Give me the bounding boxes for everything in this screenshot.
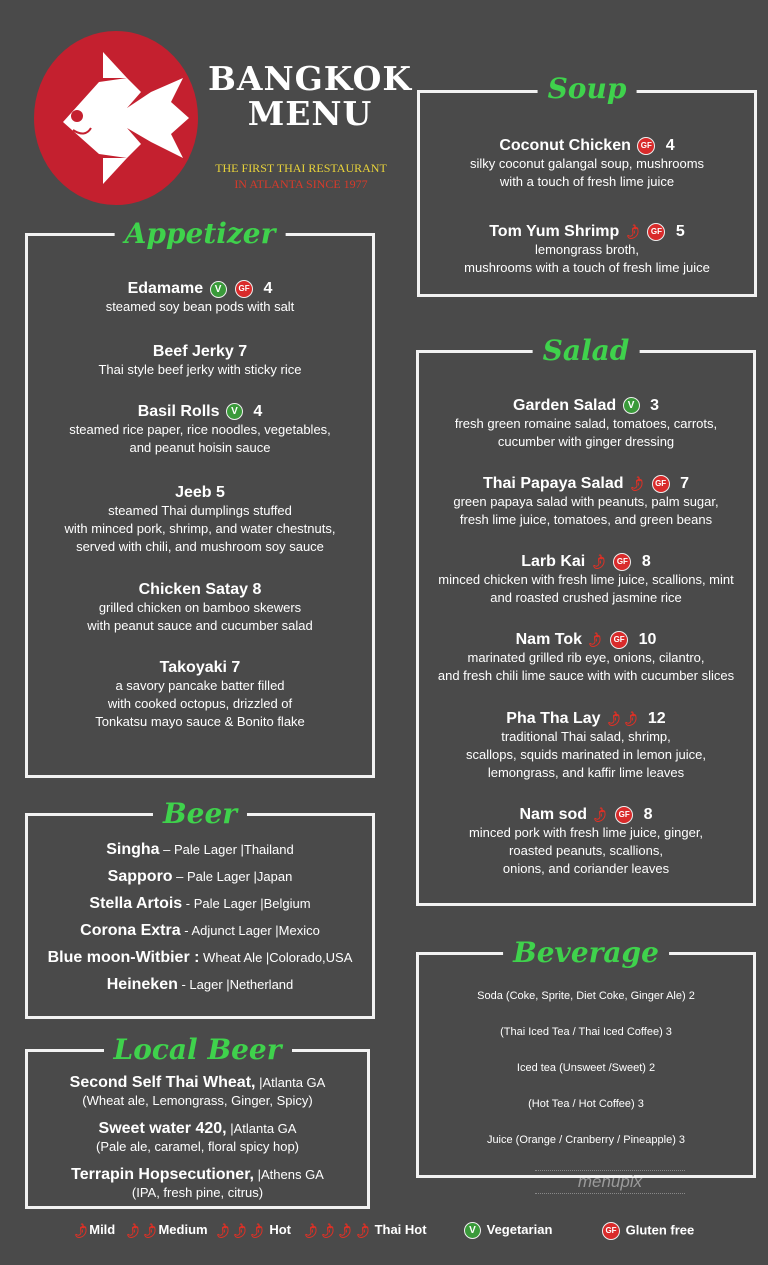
menu-item xyxy=(419,397,753,451)
soup-title: Soup xyxy=(538,75,637,103)
item-desc: roasted peanuts, scallions, xyxy=(509,843,663,859)
item-desc: steamed rice paper, rice noodles, vegetables, xyxy=(69,422,331,437)
item-desc: marinated grilled rib eye, onions, cilantro, xyxy=(467,650,705,666)
item-name: Garden Salad xyxy=(513,397,617,414)
item-name: Beef Jerky 7 xyxy=(152,343,248,360)
chili-icon: 🌶 xyxy=(317,1220,338,1241)
local-beer-title: Local Beer xyxy=(104,1036,292,1064)
menu-item xyxy=(28,280,372,316)
beverage-section xyxy=(416,936,756,1178)
item-price: 4 xyxy=(665,137,675,155)
gluten-free-icon: GF xyxy=(602,1222,620,1240)
legend-label: Gluten free xyxy=(625,1222,695,1238)
vegetarian-icon: V xyxy=(210,281,227,298)
legend-medium xyxy=(122,1220,208,1241)
legend-label: Mild xyxy=(89,1222,116,1237)
item-name: Thai Papaya Salad xyxy=(482,475,624,493)
item-price: 10 xyxy=(638,631,657,649)
beverage-item: (Hot Tea / Hot Coffee) 3 xyxy=(528,1098,644,1110)
item-desc: minced pork with fresh lime juice, ginger, xyxy=(468,825,704,841)
brand-tagline-1: THE FIRST THAI RESTAURANT xyxy=(215,161,387,175)
brand-title-line2: MENU xyxy=(247,93,373,133)
appetizer-title: Appetizer xyxy=(115,220,286,248)
item-desc: with cooked octopus, drizzled of xyxy=(107,696,293,711)
salad-section xyxy=(416,334,756,906)
chili-icon: 🌶 xyxy=(626,474,647,494)
chili-icon: 🌶 xyxy=(622,222,643,242)
vegetarian-icon: V xyxy=(226,403,243,420)
beer-name: Stella Artois xyxy=(89,895,183,912)
beer-name: Terrapin Hopsecutioner, xyxy=(71,1166,254,1183)
menu-item xyxy=(28,403,372,457)
item-desc: onions, and coriander leaves xyxy=(502,861,670,877)
menu-item xyxy=(419,631,753,685)
gluten-free-icon: GF xyxy=(652,475,670,493)
soup-section xyxy=(417,72,757,297)
beverage-item: Soda (Coke, Sprite, Diet Coke, Ginger Ale) 2 xyxy=(477,990,695,1002)
legend-label: Hot xyxy=(269,1222,291,1237)
beer-section xyxy=(25,797,375,1019)
legend-thai-hot xyxy=(300,1220,427,1241)
item-price: 7 xyxy=(680,475,689,493)
beer-name: Corona Extra xyxy=(80,922,181,939)
item-name: Coconut Chicken xyxy=(499,137,631,155)
beer-location: |Athens GA xyxy=(254,1167,324,1182)
item-desc: scallops, squids marinated in lemon juice, xyxy=(466,747,706,762)
vegetarian-icon: V xyxy=(623,397,640,414)
gluten-free-icon: GF xyxy=(613,553,631,571)
beer-location: |Atlanta GA xyxy=(255,1075,326,1090)
item-desc: and fresh chili lime sauce with with cucumber slices xyxy=(437,668,735,684)
gluten-free-icon: GF xyxy=(615,806,633,824)
item-name: Nam Tok xyxy=(515,631,582,649)
beer-name: Blue moon-Witbier : xyxy=(47,949,200,966)
menu-item xyxy=(28,343,372,379)
menu-item xyxy=(419,806,753,878)
menu-item xyxy=(420,223,754,277)
item-name: Basil Rolls xyxy=(137,403,220,420)
item-desc: Thai style beef jerky with sticky rice xyxy=(98,362,302,377)
item-price: 8 xyxy=(641,553,651,571)
item-price: 12 xyxy=(647,710,666,727)
item-desc: cucumber with ginger dressing xyxy=(497,434,675,449)
item-desc: fresh lime juice, tomatoes, and green beans xyxy=(459,512,713,528)
beer-type: - Pale Lager |Belgium xyxy=(182,896,311,911)
beer-name: Sapporo xyxy=(107,868,173,885)
local-beer-item xyxy=(28,1074,367,1110)
item-desc: lemongrass, and kaffir lime leaves xyxy=(487,765,685,780)
beverage-item: Juice (Orange / Cranberry / Pineapple) 3 xyxy=(486,1134,686,1146)
brand-tagline-2: IN ATLANTA SINCE 1977 xyxy=(234,177,368,191)
legend-gluten-free xyxy=(600,1222,694,1240)
item-desc: traditional Thai salad, shrimp, xyxy=(501,729,671,744)
item-desc: and roasted crushed jasmine rice xyxy=(490,590,682,606)
beer-row xyxy=(28,976,372,994)
menu-item xyxy=(28,484,372,556)
item-desc: minced chicken with fresh lime juice, scallions, mint xyxy=(438,572,734,588)
item-desc: steamed soy bean pods with salt xyxy=(105,299,295,315)
menu-item xyxy=(420,137,754,191)
chili-icon: 🌶 xyxy=(70,1220,91,1241)
item-name: Takoyaki 7 xyxy=(159,659,241,676)
item-price: 4 xyxy=(253,403,263,420)
chili-icon: 🌶 xyxy=(229,1220,250,1241)
beer-desc: (IPA, fresh pine, citrus) xyxy=(131,1185,264,1200)
beer-name: Second Self Thai Wheat, xyxy=(69,1074,256,1091)
chili-icon: 🌶 xyxy=(620,709,641,729)
item-name: Edamame xyxy=(127,280,204,298)
chili-icon: 🌶 xyxy=(139,1220,160,1241)
item-desc: green papaya salad with peanuts, palm sugar, xyxy=(453,494,719,510)
legend-label: Thai Hot xyxy=(374,1222,427,1237)
beer-type: - Lager |Netherland xyxy=(177,977,294,992)
legend-label: Medium xyxy=(158,1222,208,1237)
beverage-item: (Thai Iced Tea / Thai Iced Coffee) 3 xyxy=(500,1026,672,1038)
beer-desc: (Pale ale, caramel, floral spicy hop) xyxy=(95,1139,300,1154)
item-desc: a savory pancake batter filled xyxy=(115,678,285,693)
vegetarian-icon: V xyxy=(464,1222,481,1239)
item-desc: with a touch of fresh lime juice xyxy=(499,174,675,190)
item-price: 5 xyxy=(675,223,685,241)
chili-icon: 🌶 xyxy=(247,1220,267,1241)
beer-location: |Atlanta GA xyxy=(226,1121,297,1136)
fish-logo-icon xyxy=(33,30,199,206)
beverage-item: Iced tea (Unsweet /Sweet) 2 xyxy=(516,1062,656,1074)
beer-desc: (Wheat ale, Lemongrass, Ginger, Spicy) xyxy=(82,1093,313,1108)
menu-item xyxy=(419,710,753,782)
brand-title-line1: BANGKOK xyxy=(207,59,413,98)
item-name: Pha Tha Lay xyxy=(506,710,601,727)
page-title xyxy=(205,59,415,133)
beer-row xyxy=(28,895,372,913)
beer-type: – Pale Lager |Thailand xyxy=(159,842,294,857)
item-desc: silky coconut galangal soup, mushrooms xyxy=(469,156,705,172)
legend-vegetarian xyxy=(462,1222,552,1239)
beer-name: Singha xyxy=(106,841,160,858)
legend-label: Vegetarian xyxy=(486,1222,553,1237)
item-desc: steamed Thai dumplings stuffed xyxy=(108,503,292,518)
local-beer-item xyxy=(28,1166,367,1202)
beer-row xyxy=(28,922,372,940)
beer-row xyxy=(28,949,372,967)
item-name: Chicken Satay 8 xyxy=(138,581,262,598)
chili-icon: 🌶 xyxy=(352,1220,373,1241)
menu-item xyxy=(28,659,372,731)
gluten-free-icon: GF xyxy=(610,631,628,649)
gluten-free-icon: GF xyxy=(235,280,253,298)
chili-icon: 🌶 xyxy=(335,1220,355,1241)
chili-icon: 🌶 xyxy=(588,552,609,572)
gluten-free-icon: GF xyxy=(637,137,655,155)
beer-type: Wheat Ale |Colorado,USA xyxy=(199,950,353,965)
local-beer-section xyxy=(25,1033,370,1209)
watermark: menupix xyxy=(535,1170,685,1194)
chili-icon: 🌶 xyxy=(603,709,624,729)
beverage-title: Beverage xyxy=(503,939,669,967)
appetizer-section xyxy=(25,217,375,778)
item-desc: served with chili, and mushroom soy sauce xyxy=(76,539,324,554)
local-beer-item xyxy=(28,1120,367,1156)
beer-row xyxy=(28,868,372,886)
salad-title: Salad xyxy=(533,337,640,365)
item-name: Nam sod xyxy=(519,806,588,824)
item-desc: grilled chicken on bamboo skewers xyxy=(98,600,302,615)
item-price: 3 xyxy=(650,397,659,414)
chili-icon: 🌶 xyxy=(212,1220,233,1241)
legend-mild xyxy=(70,1220,116,1241)
item-desc: with peanut sauce and cucumber salad xyxy=(87,618,313,633)
menu-item xyxy=(28,581,372,635)
item-name: Tom Yum Shrimp xyxy=(489,223,620,241)
chili-icon: 🌶 xyxy=(300,1220,321,1241)
item-name: Larb Kai xyxy=(521,553,586,571)
legend-hot xyxy=(212,1220,291,1241)
beer-title: Beer xyxy=(153,800,247,828)
beer-name: Sweet water 420, xyxy=(98,1120,227,1137)
chili-icon: 🌶 xyxy=(585,630,605,650)
beer-row xyxy=(28,841,372,859)
beer-name: Heineken xyxy=(106,976,178,993)
item-price: 4 xyxy=(263,280,273,298)
item-name: Jeeb 5 xyxy=(175,484,225,501)
beer-type: - Adjunct Lager |Mexico xyxy=(180,923,320,938)
item-desc: with minced pork, shrimp, and water chestnuts, xyxy=(64,521,336,536)
chili-icon: 🌶 xyxy=(122,1220,143,1241)
item-desc: fresh green romaine salad, tomatoes, carrots, xyxy=(454,416,718,431)
menu-item xyxy=(419,475,753,529)
item-price: 8 xyxy=(643,806,653,824)
menu-item xyxy=(419,553,753,607)
gluten-free-icon: GF xyxy=(647,223,665,241)
item-desc: lemongrass broth, xyxy=(534,242,640,258)
chili-icon: 🌶 xyxy=(590,805,610,825)
item-desc: and peanut hoisin sauce xyxy=(129,440,271,455)
item-desc: Tonkatsu mayo sauce & Bonito flake xyxy=(95,714,305,729)
beer-type: – Pale Lager |Japan xyxy=(172,869,293,884)
item-desc: mushrooms with a touch of fresh lime juice xyxy=(464,260,710,276)
